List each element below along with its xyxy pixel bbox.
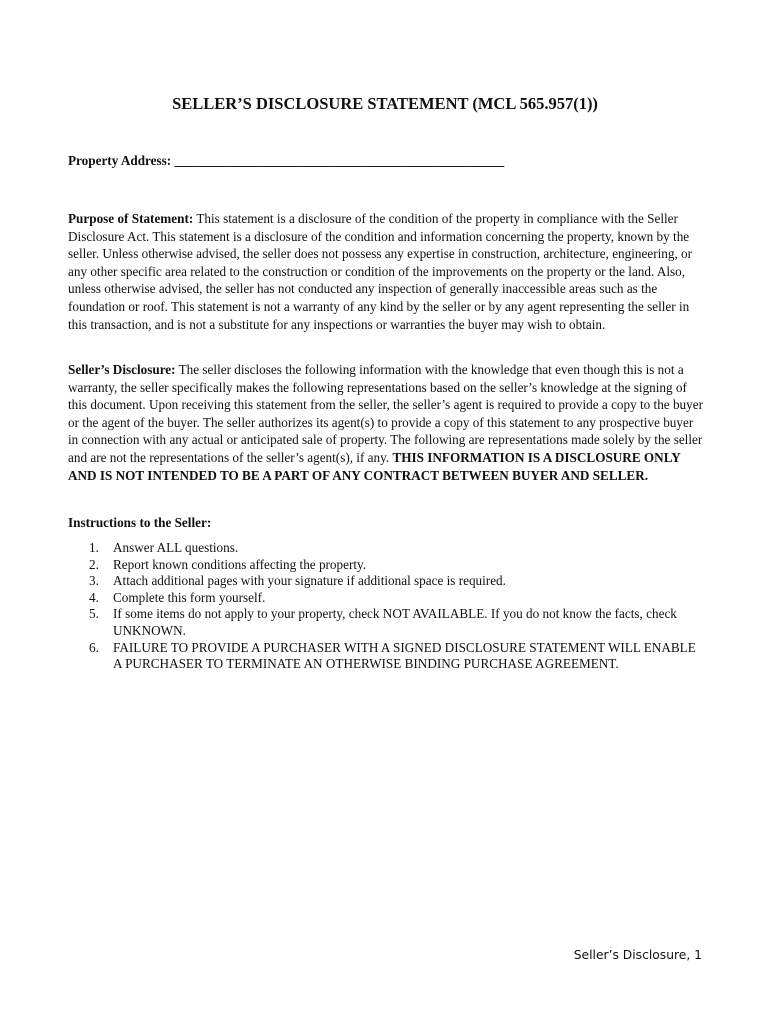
page-footer: Seller’s Disclosure, 1 — [573, 948, 702, 962]
instruction-text: Report known conditions affecting the property. — [113, 556, 367, 572]
instruction-text: FAILURE TO PROVIDE A PURCHASER WITH A SIGNED DISCLOSURE STATEMENT WILL ENABLE A PURCHASER TO TERMINATE AN OTHERWISE BINDING PURCHASE AGREEMENT. — [113, 639, 696, 672]
instruction-number: 2. — [89, 556, 99, 572]
instruction-text: Complete this form yourself. — [113, 589, 266, 605]
instruction-text: Attach additional pages with your signature if additional space is required. — [113, 573, 506, 589]
sellers-disclosure-text: The seller discloses the following information with the knowledge that even though this is not a warranty, the seller specifically makes the following representations based on the seller’s knowledge at the signing of this document. Upon receiving this statement from the seller, the seller’s agent is required to provide a copy to the buyer or the agent of the buyer. The seller authorizes its agent(s) to provide a copy of this statement to any prospective buyer in connection with any actual or anticipated sale of property. The following are representations made solely by the seller and are not the representations of the seller’s agent(s), if any. — [68, 362, 703, 465]
instruction-text: If some items do not apply to your property, check NOT AVAILABLE. If you do not know the facts, check UNKNOWN. — [113, 606, 677, 638]
property-address-field: Property Address: __________________________________________________ — [68, 153, 505, 168]
instruction-number: 5. — [89, 606, 99, 622]
purpose-text: This statement is a disclosure of the condition of the property in compliance with the Seller Disclosure Act. This statement is a disclosure of the condition and information concerning the property, known by the seller. Unless otherwise advised, the seller does not possess any expertise in construction, architecture, engineering, or any other specific area related to the construction or condition of the improvements on the property or the land. Also, unless otherwise advised, the seller has not conducted any inspection of generally inaccessible areas such as the foundation or roof. This statement is not a warranty of any kind by the seller or by any agent representing the seller in this transaction, and is not a substitute for any inspections or warranties the buyer may wish to obtain. — [68, 211, 693, 332]
instruction-item — [68, 606, 704, 639]
instruction-item — [68, 557, 704, 574]
instruction-item — [68, 573, 704, 590]
instruction-text: Answer ALL questions. — [113, 540, 239, 555]
disclosure-notice: THIS INFORMATION IS A DISCLOSURE ONLY AND IS NOT INTENDED TO BE A PART OF ANY CONTRACT BETWEEN BUYER AND SELLER. — [68, 449, 681, 483]
instruction-number: 1. — [89, 540, 99, 555]
instruction-number: 4. — [89, 589, 99, 605]
instructions-list — [68, 540, 704, 673]
purpose-paragraph — [68, 210, 704, 333]
instruction-item — [68, 640, 704, 673]
sellers-disclosure-paragraph — [68, 361, 704, 484]
instruction-number: 6. — [89, 639, 99, 655]
instructions-heading: Instructions to the Seller: — [68, 515, 212, 530]
instruction-item — [68, 540, 704, 557]
document-title: SELLER’S DISCLOSURE STATEMENT (MCL 565.957(1)) — [172, 94, 598, 113]
instruction-item — [68, 590, 704, 607]
sellers-disclosure-heading: Seller’s Disclosure: — [68, 362, 176, 377]
purpose-heading: Purpose of Statement: — [68, 211, 194, 226]
instruction-number: 3. — [89, 573, 99, 589]
